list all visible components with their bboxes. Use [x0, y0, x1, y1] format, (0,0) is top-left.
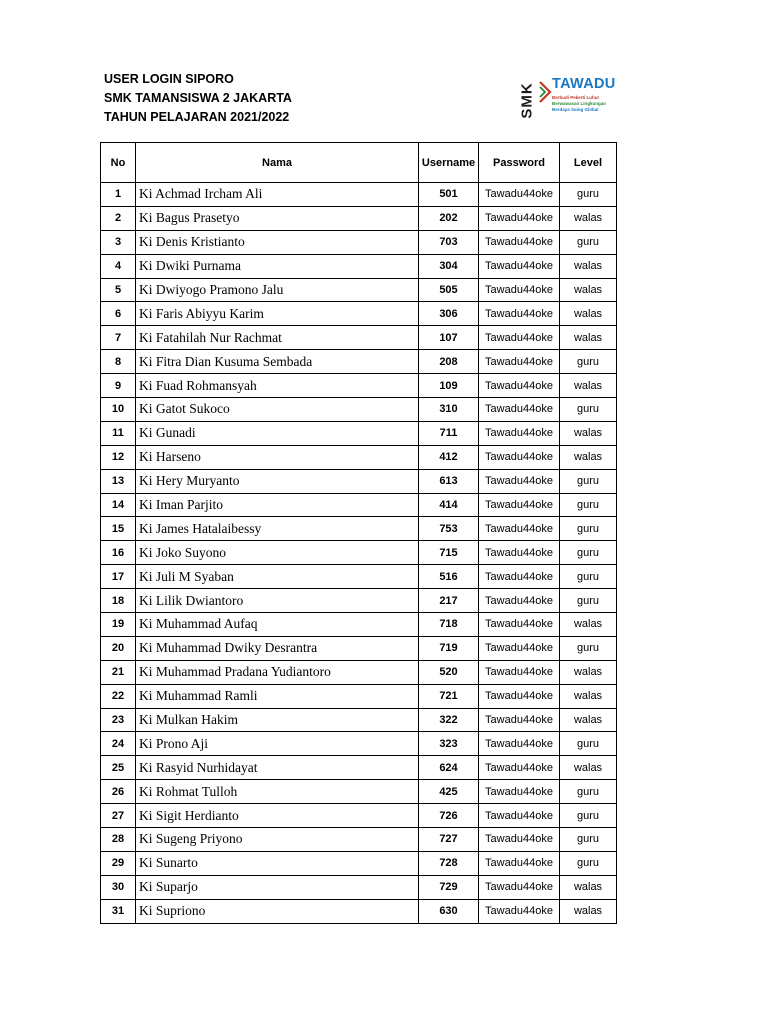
cell-nama: Ki Fatahilah Nur Rachmat [136, 326, 419, 350]
cell-nama: Ki Muhammad Ramli [136, 684, 419, 708]
cell-nama: Ki Achmad Ircham Ali [136, 183, 419, 207]
cell-password: Tawadu44oke [479, 851, 560, 875]
table-row [101, 445, 617, 469]
cell-username: 728 [419, 851, 479, 875]
table-row [101, 756, 617, 780]
table-row [101, 875, 617, 899]
cell-nama: Ki Sigit Herdianto [136, 804, 419, 828]
cell-nama: Ki Rohmat Tulloh [136, 780, 419, 804]
cell-level: walas [560, 899, 617, 923]
cell-username: 721 [419, 684, 479, 708]
cell-no: 12 [101, 445, 136, 469]
cell-nama: Ki Fitra Dian Kusuma Sembada [136, 350, 419, 374]
cell-nama: Ki Supriono [136, 899, 419, 923]
cell-username: 306 [419, 302, 479, 326]
cell-no: 30 [101, 875, 136, 899]
cell-level: guru [560, 565, 617, 589]
cell-no: 14 [101, 493, 136, 517]
cell-no: 29 [101, 851, 136, 875]
cell-no: 16 [101, 541, 136, 565]
cell-password: Tawadu44oke [479, 732, 560, 756]
cell-nama: Ki Faris Abiyyu Karim [136, 302, 419, 326]
cell-no: 26 [101, 780, 136, 804]
user-login-table [100, 142, 617, 924]
cell-no: 7 [101, 326, 136, 350]
cell-password: Tawadu44oke [479, 756, 560, 780]
cell-level: guru [560, 469, 617, 493]
cell-level: walas [560, 684, 617, 708]
cell-level: walas [560, 278, 617, 302]
logo-tagline-2: Berwawasan Lingkungan [552, 101, 607, 106]
cell-nama: Ki Bagus Prasetyo [136, 206, 419, 230]
logo-mark-icon [538, 80, 552, 104]
cell-no: 4 [101, 254, 136, 278]
cell-password: Tawadu44oke [479, 660, 560, 684]
cell-password: Tawadu44oke [479, 183, 560, 207]
cell-password: Tawadu44oke [479, 398, 560, 422]
cell-username: 217 [419, 589, 479, 613]
cell-nama: Ki Prono Aji [136, 732, 419, 756]
cell-username: 520 [419, 660, 479, 684]
cell-password: Tawadu44oke [479, 684, 560, 708]
cell-level: guru [560, 732, 617, 756]
table-row [101, 804, 617, 828]
cell-nama: Ki Hery Muryanto [136, 469, 419, 493]
cell-level: guru [560, 230, 617, 254]
table-row [101, 732, 617, 756]
table-row [101, 780, 617, 804]
cell-password: Tawadu44oke [479, 493, 560, 517]
cell-nama: Ki Muhammad Aufaq [136, 613, 419, 637]
cell-level: guru [560, 780, 617, 804]
cell-level: walas [560, 254, 617, 278]
school-logo [516, 76, 626, 124]
cell-username: 412 [419, 445, 479, 469]
cell-level: guru [560, 828, 617, 852]
cell-level: guru [560, 636, 617, 660]
table-row [101, 660, 617, 684]
cell-password: Tawadu44oke [479, 326, 560, 350]
cell-password: Tawadu44oke [479, 278, 560, 302]
cell-nama: Ki Dwiyogo Pramono Jalu [136, 278, 419, 302]
table-row [101, 350, 617, 374]
cell-no: 6 [101, 302, 136, 326]
cell-no: 5 [101, 278, 136, 302]
cell-no: 21 [101, 660, 136, 684]
cell-level: guru [560, 493, 617, 517]
logo-tagline-3: Berdaya Saing Global [552, 107, 599, 112]
column-header-level: Level [560, 143, 617, 183]
cell-level: walas [560, 374, 617, 398]
cell-password: Tawadu44oke [479, 899, 560, 923]
table-row [101, 254, 617, 278]
cell-username: 107 [419, 326, 479, 350]
cell-nama: Ki Gatot Sukoco [136, 398, 419, 422]
table-row [101, 302, 617, 326]
column-header-password: Password [479, 143, 560, 183]
cell-level: walas [560, 756, 617, 780]
cell-password: Tawadu44oke [479, 421, 560, 445]
cell-level: walas [560, 302, 617, 326]
cell-password: Tawadu44oke [479, 230, 560, 254]
table-row [101, 398, 617, 422]
cell-no: 1 [101, 183, 136, 207]
cell-username: 729 [419, 875, 479, 899]
cell-username: 624 [419, 756, 479, 780]
table-row [101, 899, 617, 923]
cell-level: guru [560, 851, 617, 875]
cell-username: 323 [419, 732, 479, 756]
cell-level: guru [560, 517, 617, 541]
cell-username: 310 [419, 398, 479, 422]
cell-nama: Ki Iman Parjito [136, 493, 419, 517]
cell-no: 17 [101, 565, 136, 589]
cell-username: 304 [419, 254, 479, 278]
cell-nama: Ki Dwiki Purnama [136, 254, 419, 278]
cell-no: 20 [101, 636, 136, 660]
cell-username: 718 [419, 613, 479, 637]
cell-username: 208 [419, 350, 479, 374]
school-name: SMK TAMANSISWA 2 JAKARTA [104, 91, 292, 105]
cell-username: 505 [419, 278, 479, 302]
cell-no: 22 [101, 684, 136, 708]
cell-no: 19 [101, 613, 136, 637]
table-row [101, 517, 617, 541]
cell-username: 715 [419, 541, 479, 565]
cell-username: 414 [419, 493, 479, 517]
cell-no: 8 [101, 350, 136, 374]
table-row [101, 493, 617, 517]
cell-username: 613 [419, 469, 479, 493]
cell-no: 25 [101, 756, 136, 780]
cell-no: 31 [101, 899, 136, 923]
cell-password: Tawadu44oke [479, 350, 560, 374]
cell-no: 15 [101, 517, 136, 541]
table-row [101, 421, 617, 445]
cell-password: Tawadu44oke [479, 302, 560, 326]
cell-level: walas [560, 445, 617, 469]
cell-level: walas [560, 326, 617, 350]
cell-password: Tawadu44oke [479, 708, 560, 732]
cell-password: Tawadu44oke [479, 541, 560, 565]
cell-username: 109 [419, 374, 479, 398]
table-row [101, 374, 617, 398]
cell-level: guru [560, 183, 617, 207]
table-row [101, 230, 617, 254]
cell-password: Tawadu44oke [479, 589, 560, 613]
table-row [101, 828, 617, 852]
cell-password: Tawadu44oke [479, 804, 560, 828]
logo-brand: TAWADU [552, 76, 616, 92]
table-header-row [101, 143, 617, 183]
cell-no: 23 [101, 708, 136, 732]
cell-password: Tawadu44oke [479, 565, 560, 589]
cell-username: 322 [419, 708, 479, 732]
cell-username: 501 [419, 183, 479, 207]
table-row [101, 565, 617, 589]
cell-level: guru [560, 350, 617, 374]
cell-nama: Ki Fuad Rohmansyah [136, 374, 419, 398]
cell-nama: Ki Muhammad Dwiky Desrantra [136, 636, 419, 660]
cell-nama: Ki Lilik Dwiantoro [136, 589, 419, 613]
cell-password: Tawadu44oke [479, 828, 560, 852]
cell-username: 726 [419, 804, 479, 828]
cell-level: guru [560, 589, 617, 613]
cell-password: Tawadu44oke [479, 613, 560, 637]
cell-nama: Ki Gunadi [136, 421, 419, 445]
cell-password: Tawadu44oke [479, 445, 560, 469]
table-row [101, 469, 617, 493]
cell-level: walas [560, 708, 617, 732]
cell-username: 753 [419, 517, 479, 541]
table-row [101, 851, 617, 875]
table-row [101, 183, 617, 207]
cell-no: 18 [101, 589, 136, 613]
cell-username: 703 [419, 230, 479, 254]
cell-level: guru [560, 541, 617, 565]
academic-year: TAHUN PELAJARAN 2021/2022 [104, 110, 290, 124]
cell-username: 711 [419, 421, 479, 445]
cell-level: walas [560, 660, 617, 684]
logo-tagline-1: Berbudi Pekerti Luhur [552, 95, 600, 100]
table-row [101, 326, 617, 350]
table-row [101, 278, 617, 302]
cell-nama: Ki Harseno [136, 445, 419, 469]
cell-no: 10 [101, 398, 136, 422]
cell-password: Tawadu44oke [479, 206, 560, 230]
cell-level: guru [560, 398, 617, 422]
table-row [101, 708, 617, 732]
table-row [101, 541, 617, 565]
cell-nama: Ki James Hatalaibessy [136, 517, 419, 541]
cell-level: walas [560, 875, 617, 899]
cell-nama: Ki Joko Suyono [136, 541, 419, 565]
cell-nama: Ki Muhammad Pradana Yudiantoro [136, 660, 419, 684]
table-row [101, 684, 617, 708]
document-title: USER LOGIN SIPORO [104, 72, 234, 86]
column-header-no: No [101, 143, 136, 183]
cell-nama: Ki Rasyid Nurhidayat [136, 756, 419, 780]
cell-nama: Ki Suparjo [136, 875, 419, 899]
table-row [101, 613, 617, 637]
cell-no: 13 [101, 469, 136, 493]
cell-nama: Ki Denis Kristianto [136, 230, 419, 254]
cell-nama: Ki Juli M Syaban [136, 565, 419, 589]
table-row [101, 636, 617, 660]
cell-no: 3 [101, 230, 136, 254]
cell-username: 425 [419, 780, 479, 804]
cell-username: 630 [419, 899, 479, 923]
cell-username: 719 [419, 636, 479, 660]
cell-nama: Ki Mulkan Hakim [136, 708, 419, 732]
column-header-nama: Nama [136, 143, 419, 183]
cell-no: 28 [101, 828, 136, 852]
cell-no: 9 [101, 374, 136, 398]
cell-nama: Ki Sugeng Priyono [136, 828, 419, 852]
cell-level: walas [560, 421, 617, 445]
cell-username: 516 [419, 565, 479, 589]
cell-no: 24 [101, 732, 136, 756]
cell-password: Tawadu44oke [479, 374, 560, 398]
cell-password: Tawadu44oke [479, 875, 560, 899]
cell-username: 202 [419, 206, 479, 230]
cell-password: Tawadu44oke [479, 469, 560, 493]
cell-level: walas [560, 613, 617, 637]
cell-password: Tawadu44oke [479, 780, 560, 804]
logo-smk-text: SMK [518, 81, 536, 119]
cell-level: guru [560, 804, 617, 828]
cell-no: 2 [101, 206, 136, 230]
cell-nama: Ki Sunarto [136, 851, 419, 875]
cell-level: walas [560, 206, 617, 230]
column-header-username: Username [419, 143, 479, 183]
cell-password: Tawadu44oke [479, 517, 560, 541]
cell-no: 11 [101, 421, 136, 445]
cell-password: Tawadu44oke [479, 636, 560, 660]
table-row [101, 206, 617, 230]
document-header [104, 70, 292, 127]
cell-username: 727 [419, 828, 479, 852]
table-row [101, 589, 617, 613]
cell-no: 27 [101, 804, 136, 828]
cell-password: Tawadu44oke [479, 254, 560, 278]
